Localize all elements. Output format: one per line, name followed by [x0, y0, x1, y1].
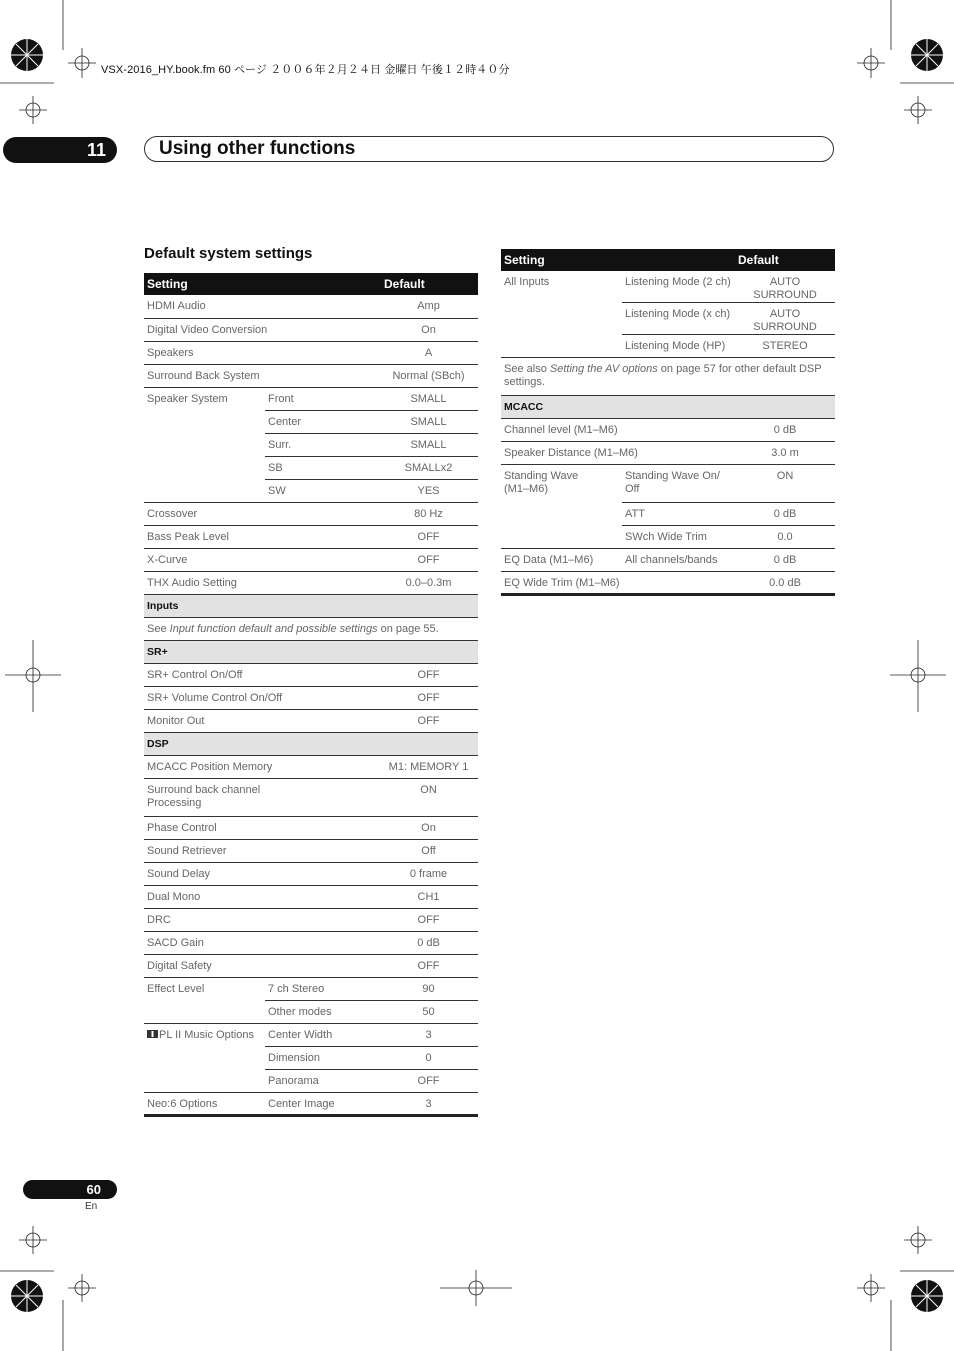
table-cell: OFF	[379, 709, 478, 732]
table-cell: 80 Hz	[379, 502, 478, 525]
table-row	[144, 908, 478, 931]
table-cell: Digital Safety	[144, 954, 379, 977]
table-cell: OFF	[379, 686, 478, 709]
table-cell: Listening Mode (HP)	[622, 335, 735, 358]
table-cell: Standing Wave (M1–M6)	[501, 465, 622, 549]
table-cell: 0.0	[735, 526, 835, 549]
table-cell: Normal (SBch)	[379, 364, 478, 387]
table-cell: Crossover	[144, 502, 379, 525]
table-cell: Monitor Out	[144, 709, 379, 732]
table-cell: SW	[265, 479, 379, 502]
table-cell: Surr.	[265, 433, 379, 456]
table-cell: AUTO SURROUND	[735, 303, 835, 335]
table-cell: 7 ch Stereo	[265, 977, 379, 1000]
table-cell: SMALL	[379, 433, 478, 456]
table-cell: Center	[265, 410, 379, 433]
table-row	[501, 358, 835, 396]
table-cell: Effect Level	[144, 977, 265, 1023]
group-row-inputs	[144, 594, 478, 617]
page-number: 60	[23, 1180, 117, 1199]
table-cell: DSP	[144, 732, 478, 755]
table-cell: Amp	[379, 295, 478, 318]
table-cell: 3.0 m	[735, 442, 835, 465]
table-cell: Dimension	[265, 1046, 379, 1069]
table-cell: Center Image	[265, 1092, 379, 1115]
table-row	[144, 862, 478, 885]
page-language: En	[85, 1201, 98, 1212]
table-cell: ATT	[622, 503, 735, 526]
table-cell: Sound Delay	[144, 862, 379, 885]
table-cell: Center Width	[265, 1023, 379, 1046]
table-row	[144, 318, 478, 341]
table-cell: X-Curve	[144, 548, 379, 571]
table-row	[144, 617, 478, 640]
group-row-mcacc	[501, 396, 835, 419]
table-cell: All channels/bands	[622, 549, 735, 572]
table-cell: ON	[379, 778, 478, 816]
section-title: Default system settings	[144, 245, 313, 262]
table-row	[144, 1092, 478, 1115]
table-row	[144, 295, 478, 318]
table-cell: DRC	[144, 908, 379, 931]
table-cell: 0 frame	[379, 862, 478, 885]
table-cell: Speakers	[144, 341, 379, 364]
table-cell: Front	[265, 387, 379, 410]
table-cell: Speaker Distance (M1–M6)	[501, 442, 735, 465]
table-cell: MCACC Position Memory	[144, 755, 379, 778]
table-cell: 90	[379, 977, 478, 1000]
table-cell: 0 dB	[735, 503, 835, 526]
table-cell: 0 dB	[735, 549, 835, 572]
dsp-note: See also Setting the AV options on page 57 for other default DSP settings.	[501, 358, 835, 396]
table-cell: Listening Mode (x ch)	[622, 303, 735, 335]
table-row	[144, 686, 478, 709]
table-row	[144, 548, 478, 571]
table-row	[144, 755, 478, 778]
table-cell: THX Audio Setting	[144, 571, 379, 594]
table-row	[144, 364, 478, 387]
table-cell: STEREO	[735, 335, 835, 358]
table-cell: AUTO SURROUND	[735, 271, 835, 303]
table-row	[144, 502, 478, 525]
table-row	[144, 1023, 478, 1046]
table-row	[501, 442, 835, 465]
table-cell: All Inputs	[501, 271, 622, 358]
table-row	[501, 419, 835, 442]
table-cell: Sound Retriever	[144, 839, 379, 862]
table-row	[144, 954, 478, 977]
table-row	[501, 572, 835, 595]
table-cell: Speaker System	[144, 387, 265, 502]
chapter-title: Using other functions	[144, 136, 834, 162]
table-cell: OFF	[379, 525, 478, 548]
table-cell: Surround back channel Processing	[144, 778, 379, 816]
table-cell: ON	[735, 465, 835, 503]
table-cell: Neo:6 Options	[144, 1092, 265, 1115]
right-settings-table	[501, 249, 835, 596]
inputs-note: See Input function default and possible settings on page 55.	[144, 617, 478, 640]
default-header: Default	[735, 249, 835, 271]
setting-header: Setting	[501, 249, 735, 271]
table-cell: On	[379, 816, 478, 839]
chapter-number: 11	[3, 137, 117, 163]
table-cell: HDMI Audio	[144, 295, 379, 318]
table-cell: SMALLx2	[379, 456, 478, 479]
table-cell: MCACC	[501, 396, 835, 419]
table-cell: 3	[379, 1092, 478, 1115]
table-row	[144, 839, 478, 862]
table-cell: On	[379, 318, 478, 341]
table-row	[144, 663, 478, 686]
table-header	[501, 249, 835, 271]
table-cell: Surround Back System	[144, 364, 379, 387]
table-cell: A	[379, 341, 478, 364]
table-cell: Phase Control	[144, 816, 379, 839]
table-cell: 0 dB	[735, 419, 835, 442]
table-row	[144, 709, 478, 732]
table-cell: Dual Mono	[144, 885, 379, 908]
table-row	[144, 571, 478, 594]
table-row	[501, 271, 835, 303]
table-cell: SMALL	[379, 387, 478, 410]
table-header	[144, 273, 478, 295]
table-cell: PL II Music Options	[144, 1023, 265, 1092]
table-cell: OFF	[379, 954, 478, 977]
table-cell: EQ Wide Trim (M1–M6)	[501, 572, 735, 595]
table-cell: Panorama	[265, 1069, 379, 1092]
setting-header: Setting	[144, 273, 379, 295]
table-cell: 0.0 dB	[735, 572, 835, 595]
table-row	[144, 525, 478, 548]
table-cell: SMALL	[379, 410, 478, 433]
table-cell: 0	[379, 1046, 478, 1069]
table-row	[144, 977, 478, 1000]
table-row	[144, 931, 478, 954]
file-info: VSX-2016_HY.book.fm 60 ページ ２００６年２月２４日 金曜日 午後１２時４０分	[101, 64, 510, 76]
table-cell: Standing Wave On/ Off	[622, 465, 735, 503]
table-cell: YES	[379, 479, 478, 502]
table-cell: SR+ Control On/Off	[144, 663, 379, 686]
table-cell: SR+	[144, 640, 478, 663]
table-cell: Channel level (M1–M6)	[501, 419, 735, 442]
table-cell: M1: MEMORY 1	[379, 755, 478, 778]
table-cell: 0 dB	[379, 931, 478, 954]
table-cell: OFF	[379, 548, 478, 571]
table-cell: Inputs	[144, 594, 478, 617]
table-cell: Off	[379, 839, 478, 862]
table-cell: SACD Gain	[144, 931, 379, 954]
table-cell: EQ Data (M1–M6)	[501, 549, 622, 572]
table-cell: CH1	[379, 885, 478, 908]
table-cell: Bass Peak Level	[144, 525, 379, 548]
table-cell: 50	[379, 1000, 478, 1023]
table-cell: OFF	[379, 663, 478, 686]
group-row-srplus	[144, 640, 478, 663]
table-cell: OFF	[379, 1069, 478, 1092]
table-cell: 0.0–0.3m	[379, 571, 478, 594]
table-cell: Digital Video Conversion	[144, 318, 379, 341]
table-row	[144, 341, 478, 364]
table-cell: OFF	[379, 908, 478, 931]
group-row-dsp	[144, 732, 478, 755]
dolby-logo-icon	[147, 1030, 158, 1038]
left-settings-table	[144, 273, 478, 1117]
table-row	[144, 885, 478, 908]
table-cell: SR+ Volume Control On/Off	[144, 686, 379, 709]
table-cell: Other modes	[265, 1000, 379, 1023]
table-row	[501, 549, 835, 572]
table-cell: Listening Mode (2 ch)	[622, 271, 735, 303]
table-row	[144, 387, 478, 410]
table-cell: SWch Wide Trim	[622, 526, 735, 549]
table-cell: SB	[265, 456, 379, 479]
table-cell: 3	[379, 1023, 478, 1046]
default-header: Default	[379, 273, 478, 295]
table-row	[144, 778, 478, 816]
table-row	[501, 465, 835, 503]
table-row	[144, 816, 478, 839]
